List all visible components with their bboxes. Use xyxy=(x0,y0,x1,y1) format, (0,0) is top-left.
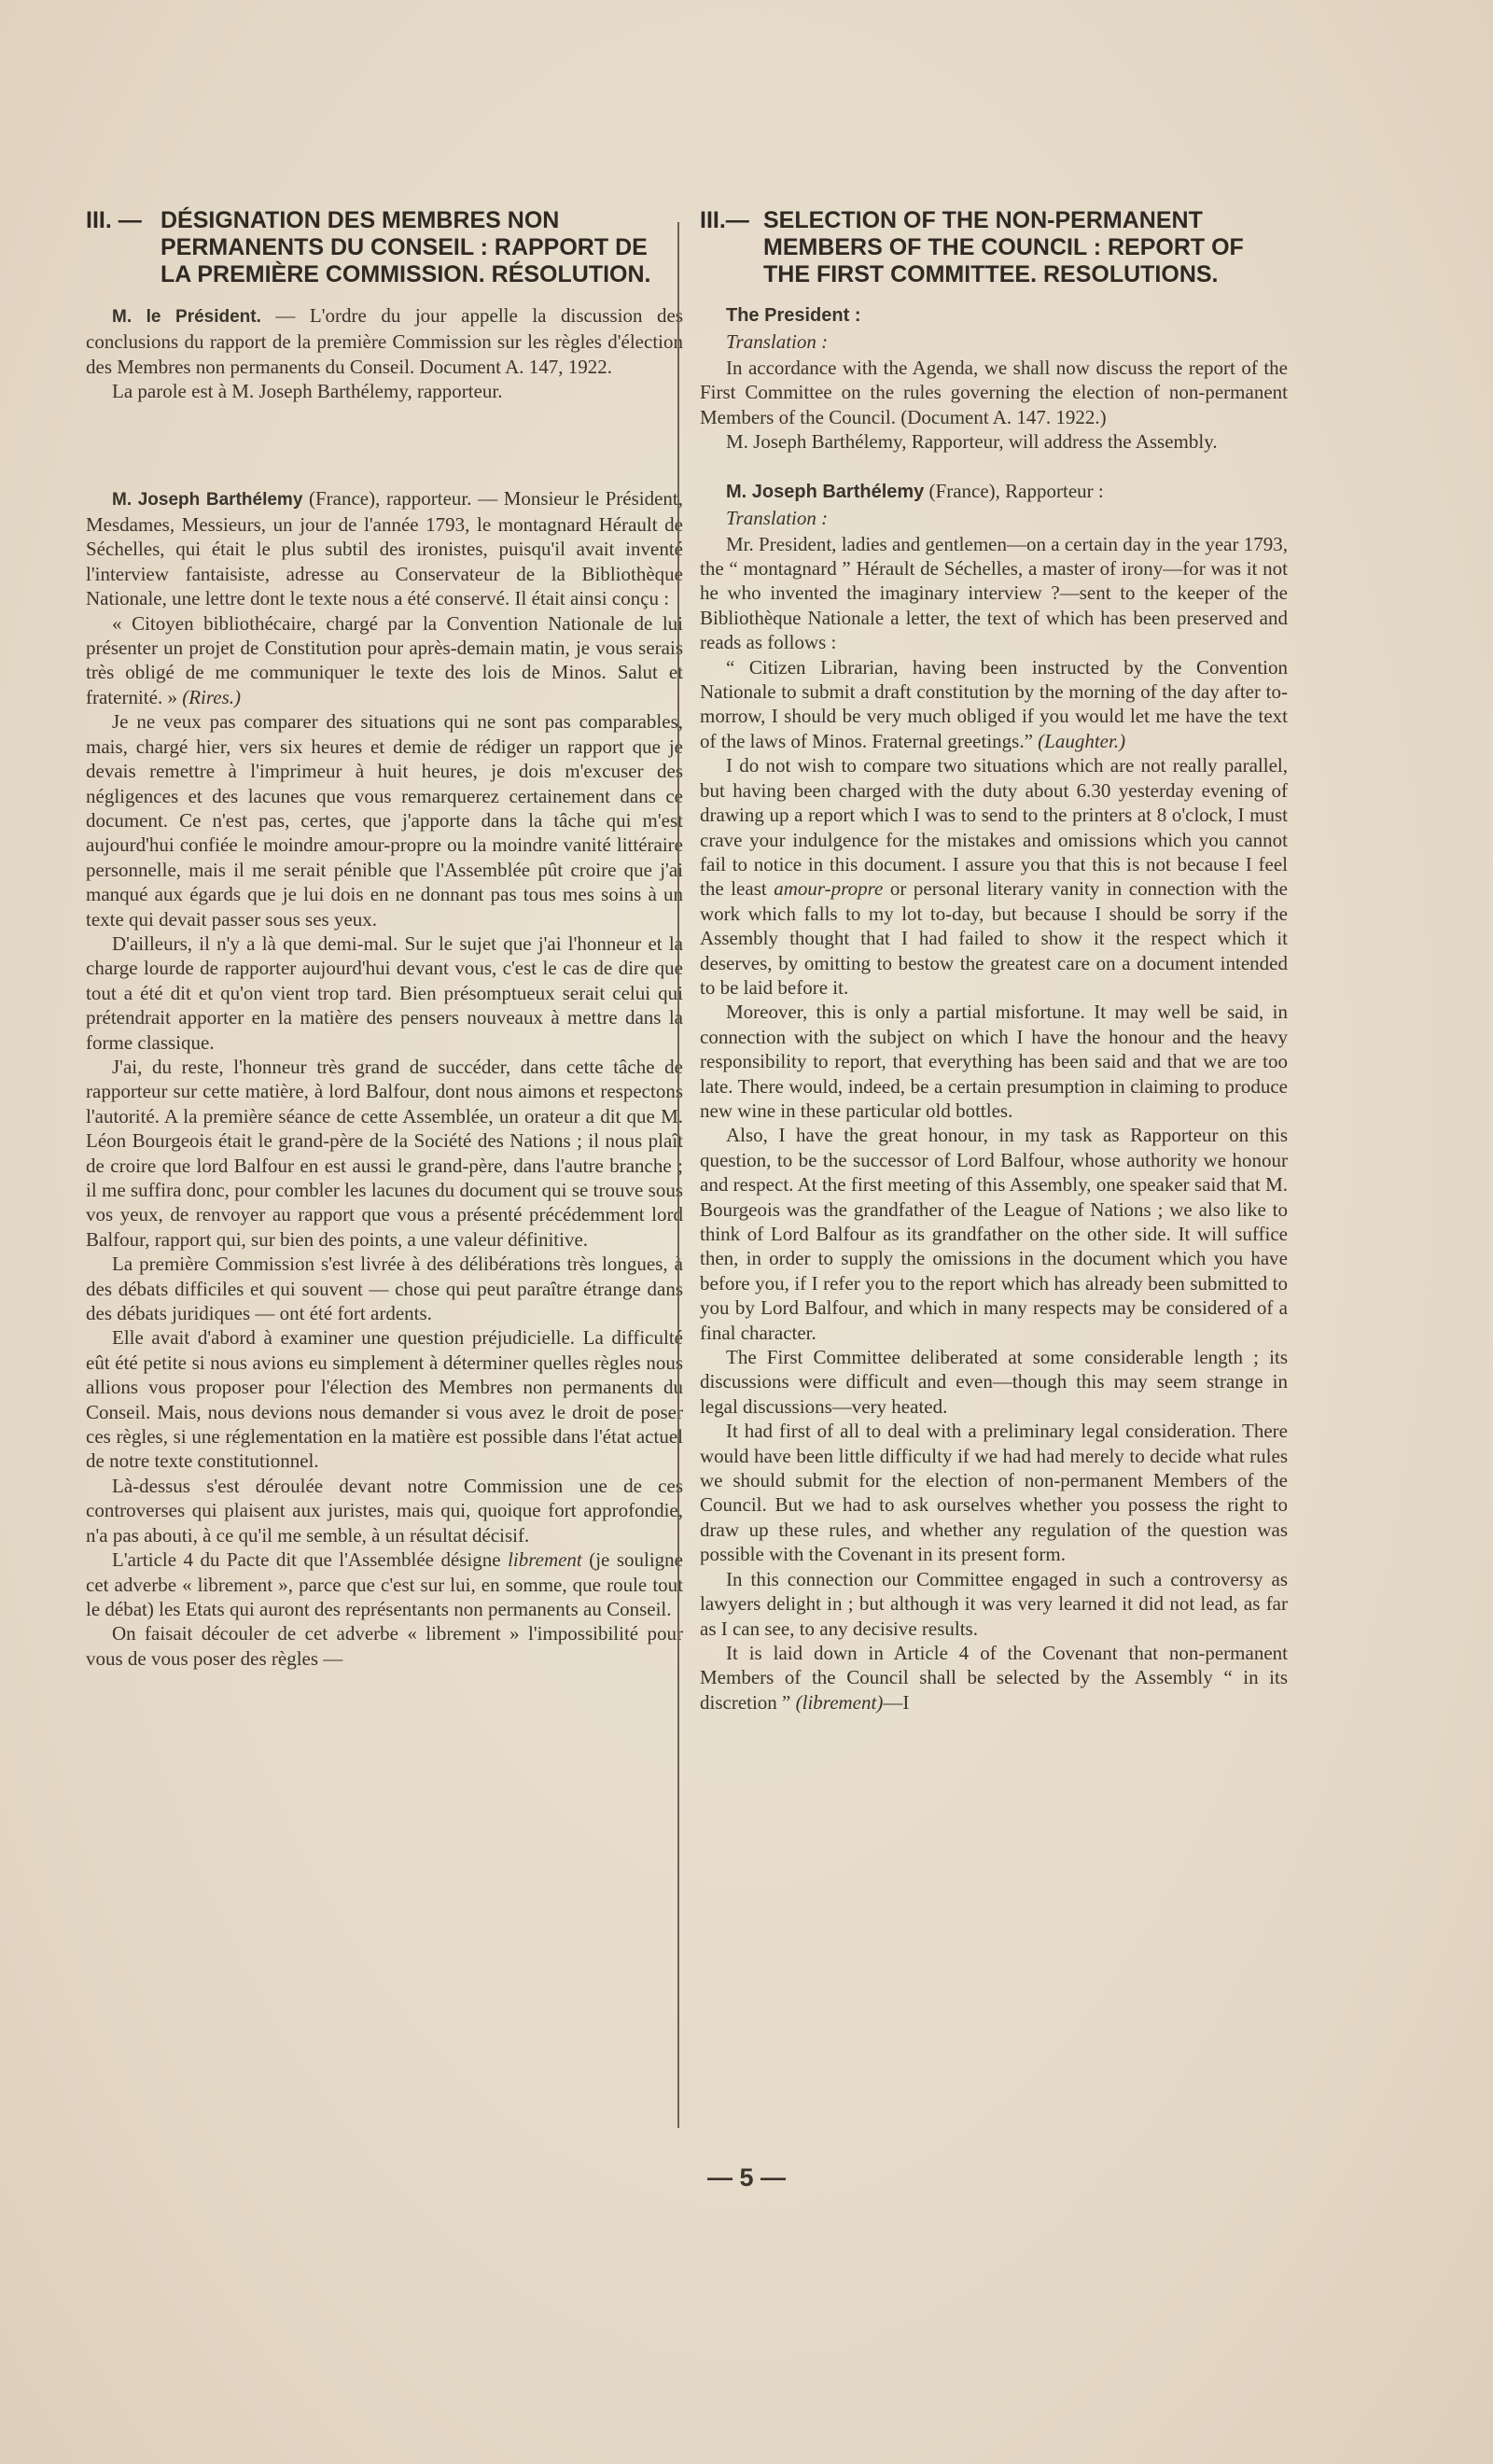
speaker-role: (France), Rapporteur : xyxy=(924,479,1104,502)
paragraph-text: L'article 4 du Pacte dit que l'Assemblée désigne xyxy=(112,1548,509,1572)
french-section-heading xyxy=(86,207,683,288)
paragraph-text: I do not wish to compare two situations which are not really parallel, but having been charged with the duty about 6.30 yesterday evening of drawing up a report which I was to send to the printers at 8 o'clock, I must crave your indulgence for the mistakes and omissions which you cannot fail to notice in this document. I assure you that this is not because I feel the least xyxy=(700,754,1288,901)
english-section-number: III.— xyxy=(700,207,749,233)
french-paragraph: D'ailleurs, il n'y a là que demi-mal. Sur le sujet que j'ai l'honneur et la charge lourde de rapporter aujourd'hui devant vous, c'est le cas de dire que tout a été dit et qu'on vient trop tard. Bien présomptueux serait celui qui prétendrait apporter en la matière des pensers nouveaux à mettre dans la forme classique. xyxy=(86,931,683,1054)
english-paragraph: In this connection our Committee engaged in such a controversy as lawyers delight in ; but although it was very learned it did not lead, as far as I can see, to any decisive results. xyxy=(700,1567,1288,1640)
paragraph-text: —I xyxy=(883,1690,910,1714)
english-section-title: SELECTION OF THE NON-PERMANENT MEMBERS OF THE COUNCIL : REPORT OF THE FIRST COMMITTEE. RESOLUTIONS. xyxy=(763,207,1244,287)
french-paragraph: On faisait découler de cet adverbe « librement » l'impossibilité pour vous de vous poser des règles — xyxy=(86,1622,683,1670)
laughter-note: (Rires.) xyxy=(182,685,241,708)
speaker-name: M. Joseph Barthélemy xyxy=(726,481,925,502)
english-paragraph xyxy=(700,1641,1288,1715)
french-paragraph: Je ne veux pas comparer des situations qui ne sont pas comparables, mais, chargé hier, vers six heures et demie de rédiger un rapport que je devais remettre à l'imprimeur à huit heures, je dois m'excuser des négligences et des lacunes que vous remarquerez certainement dans ce document. Ce n'est pas, certes, que j'apporte dans la tâche qui m'est aujourd'hui confiée le moindre amour-propre ou la moindre vanité littéraire personnelle, mais il me serait pénible que l'Assemblée pût croire que j'ai manqué aux égards que je lui dois en ne donnant pas tous mes soins à un texte qui devait passer sous ses yeux. xyxy=(86,710,683,931)
french-paragraph: La parole est à M. Joseph Barthélemy, rapporteur. xyxy=(112,380,503,403)
french-paragraph: J'ai, du reste, l'honneur très grand de succéder, dans cette tâche de rapporteur sur cette matière, à lord Balfour, dont nous aimons et respectons l'autorité. A la première séance de cette Assemblée, un orateur a dit que M. Léon Bourgeois était le grand-père de la Société des Nations ; il nous plaît de croire que lord Balfour en est aussi le grand-père, dans l'autre branche ; il me suffira donc, pour combler les lacunes du document qui se trouve sous vos yeux, de renvoyer au rapport que vous a présenté précédemment lord Balfour, rapport qui, sur bien des points, a une valeur définitive. xyxy=(86,1055,683,1251)
french-column xyxy=(86,207,683,1671)
french-paragraph: Là-dessus s'est déroulée devant notre Commission une de ces controverses qui plaisent aux juristes, mais qui, quoique fort approfondie, n'a pas abouti, à ce qu'il me semble, à un résultat décisif. xyxy=(86,1474,683,1547)
laughter-note: (Laughter.) xyxy=(1038,729,1126,752)
french-section-number: III. — xyxy=(86,207,142,233)
spacer xyxy=(700,455,1288,479)
french-paragraph xyxy=(86,611,683,710)
emphasis: (librement) xyxy=(795,1690,884,1714)
speaker-name: M. Joseph Barthélemy xyxy=(112,489,303,510)
column-divider xyxy=(677,222,679,2128)
paragraph-text: (je souligne cet adverbe « librement », parce que c'est sur lui, en somme, que roule tout le débat) les Etats qui auront des représentants non permanents au Conseil. xyxy=(86,1548,683,1620)
english-paragraph: Moreover, this is only a partial misfortune. It may well be said, in connection with the subject on which I have the honour and the heavy responsibility to report, that everything has been said and that we are too late. There would, indeed, be a certain presumption in claiming to produce new wine in these particular old bottles. xyxy=(700,1001,1288,1122)
translation-label: Translation : xyxy=(726,330,829,353)
english-section-heading xyxy=(700,207,1288,288)
english-paragraph: The First Committee deliberated at some considerable length ; its discussions were difficult and even—though this may seem strange in legal discussions—very heated. xyxy=(700,1346,1288,1418)
english-paragraph xyxy=(700,753,1288,1000)
english-paragraph: M. Joseph Barthélemy, Rapporteur, will address the Assembly. xyxy=(726,430,1218,454)
french-paragraph: La première Commission s'est livrée à des délibérations très longues, à des débats difficiles et qui souvent — chose qui peut paraître étrange dans des débats juridiques — ont été fort ardents. xyxy=(86,1253,683,1325)
english-paragraph: It had first of all to deal with a preliminary legal consideration. There would have been little difficulty if we had had merely to decide what rules we should submit for the election of non-permanent Members of the Council. But we had to ask ourselves whether you possess the right to draw up these rules, and whether any regulation of the question was possible with the Covenant in its present form. xyxy=(700,1420,1288,1566)
paragraph-text: “ Citizen Librarian, having been instructed by the Convention Nationale to submit a draft constitution by the morning of the day after to-morrow, I should be very much obliged if you would let me have the text of the laws of Minos. Fraternal greetings.” xyxy=(700,655,1288,752)
english-paragraph: Mr. President, ladies and gentlemen—on a certain day in the year 1793, the “ montagnard ” Hérault de Séchelles, a master of irony—for was it not he who invented the imaginary interview ?—sent to the keeper of the Bibliothèque Nationale a letter, the text of which has been preserved and reads as follows : xyxy=(700,532,1288,654)
paragraph-text: (France), rapporteur. — Monsieur le Président, Mesdames, Messieurs, un jour de l'année 1793, le montagnard Hérault de Séchelles, qui était le plus subtil des ironistes, puisqu'il avait inventé l'interview fantaisiste, adresse au Conservateur de la Bibliothèque Nationale, une lettre dont le texte nous a été conservé. Il était ainsi conçu : xyxy=(86,486,683,610)
english-paragraph: Also, I have the great honour, in my task as Rapporteur on this question, to be the successor of Lord Balfour, whose authority we honour and respect. At the first meeting of this Assembly, one speaker said that M. Bourgeois was the grandfather of the League of Nations ; we also like to think of Lord Balfour as its grandfather on the other side. It will suffice then, in order to supply the omissions in the document which you have before you, if I refer you to the report which has already been submitted to you by Lord Balfour, and which in many respects may be considered of a final character. xyxy=(700,1124,1288,1344)
speaker-name: M. le Président. xyxy=(112,307,261,327)
spacer xyxy=(86,404,683,486)
paragraph-text: « Citoyen bibliothécaire, chargé par la Convention Nationale de lui présenter un projet de Constitution pour après-demain matin, je vous serais très obligé de me communiquer le texte des lois de Minos. Salut et fraternité. » xyxy=(86,611,683,708)
paragraph-text: — L'ordre du jour appelle la discussion des conclusions du rapport de la première Commission sur les règles d'élection des Membres non permanents du Conseil. Document A. 147, 1922. xyxy=(86,304,683,378)
emphasis: amour-propre xyxy=(774,877,884,901)
french-section-title: DÉSIGNATION DES MEMBRES NON PERMANENTS DU CONSEIL : RAPPORT DE LA PREMIÈRE COMMISSION. RÉSOLUTION. xyxy=(160,207,651,287)
emphasis: librement xyxy=(508,1548,582,1572)
french-paragraph: Elle avait d'abord à examiner une question préjudicielle. La difficulté eût été petite si nous avions eu simplement à déterminer quelles règles nous allions vous proposer pour l'élection des Membres non permanents du Conseil. Mais, nous devions nous demander si vous avez le droit de poser ces règles, si une réglementation en la matière est possible dans l'état actuel de notre texte constitutionnel. xyxy=(86,1326,683,1473)
french-paragraph xyxy=(86,486,683,611)
english-column xyxy=(700,207,1288,1715)
english-paragraph xyxy=(700,655,1288,754)
english-paragraph: In accordance with the Agenda, we shall now discuss the report of the First Committee on the rules governing the election of non-permanent Members of the Council. (Document A. 147. 1922.) xyxy=(700,357,1288,428)
president-label: The President : xyxy=(726,305,861,326)
french-paragraph xyxy=(86,303,683,379)
french-paragraph xyxy=(86,1547,683,1621)
paragraph-text: It is laid down in Article 4 of the Covenant that non-permanent Members of the Council shall be selected by the Assembly “ in its discretion ” xyxy=(700,1641,1288,1714)
translation-label: Translation : xyxy=(726,506,829,529)
page-number: — 5 — xyxy=(706,2163,787,2191)
paragraph-text: or personal literary vanity in connection with the work which falls to my lot to-day, but because I should be sorry if the Assembly thought that I had failed to show it the respect which it deserves, by omitting to bestow the greatest care on a document intended to be laid before it. xyxy=(700,877,1288,999)
speaker-line xyxy=(726,479,1288,504)
